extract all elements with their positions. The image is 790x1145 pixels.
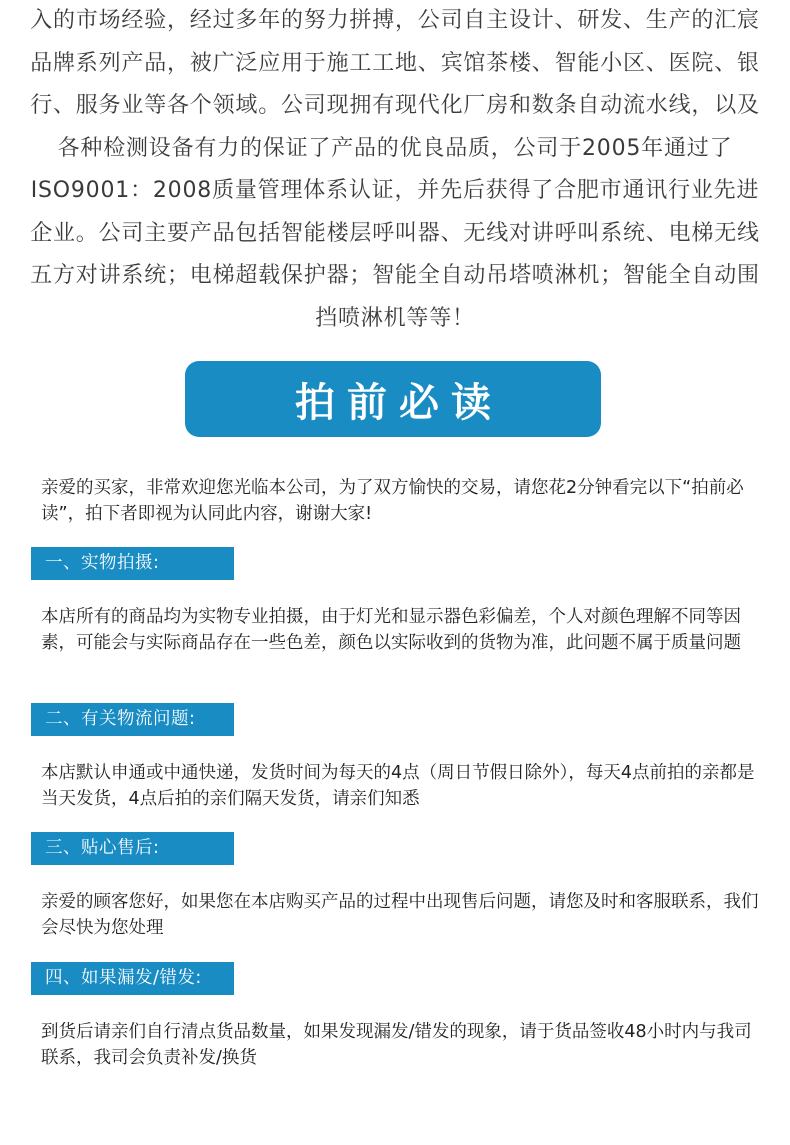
section-body-missing-shipment: 到货后请亲们自行清点货品数量，如果发现漏发/错发的现象，请于货品签收48小时内与我司联系，我司会负责补发/换货 (41, 1022, 752, 1068)
section-heading-photography: 一、实物拍摄: (31, 547, 234, 580)
section-heading-logistics: 二、有关物流问题: (31, 703, 234, 736)
section-body-after-sales: 亲爱的顾客您好，如果您在本店购买产品的过程中出现售后问题，请您及时和客服联系，我们会尽快为您处理 (41, 892, 759, 938)
section-body-logistics: 本店默认申通或中通快递，发货时间为每天的4点（周日节假日除外），每天4点前拍的亲都是当天发货，4点后拍的亲们隔天发货，请亲们知悉 (41, 763, 755, 809)
section-body-photography: 本店所有的商品均为实物专业拍摄，由于灯光和显示器色彩偏差，个人对颜色理解不同等因素，可能会与实际商品存在一些色差，颜色以实际收到的货物为准，此问题不属于质量问题 (41, 607, 741, 653)
banner-title: 拍前必读 (295, 379, 503, 426)
must-read-banner (185, 361, 601, 437)
buyer-notice-paragraph: 亲爱的买家，非常欢迎您光临本公司，为了双方愉快的交易，请您花2分钟看完以下“拍前必读”，拍下者即视为认同此内容，谢谢大家! (41, 478, 744, 524)
section-heading-after-sales: 三、贴心售后: (31, 832, 234, 865)
company-intro-paragraph: 入的市场经验，经过多年的努力拼搏，公司自主设计、研发、生产的汇宸品牌系列产品，被广泛应用于施工工地、宾馆茶楼、智能小区、医院、银行、服务业等各个领域。公司现拥有现代化厂房和数条自动流水线，以及各种检测设备有力的保证了产品的优良品质，公司于2005年通过了ISO9001：2008质量管理体系认证，并先后获得了合肥市通讯行业先进企业。公司主要产品包括智能楼层呼叫器、无线对讲呼叫系统、电梯无线五方对讲系统；电梯超载保护器；智能全自动吊塔喷淋机；智能全自动围挡喷淋机等等！ (30, 8, 760, 331)
section-heading-missing-shipment: 四、如果漏发/错发: (31, 962, 234, 995)
